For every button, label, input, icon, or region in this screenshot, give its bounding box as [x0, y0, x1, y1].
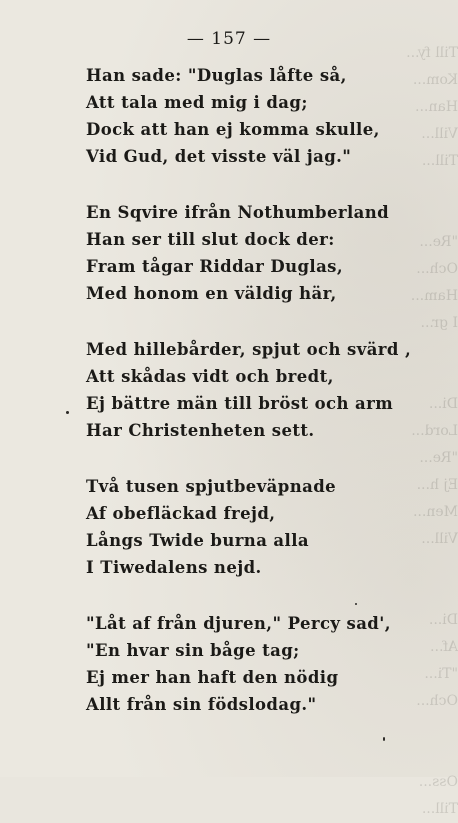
- verse-line: Att tala med mig i dag;: [86, 93, 308, 112]
- verse-line: Vid Gud, det visste väl jag.": [86, 147, 352, 166]
- verse-line: Att skådas vidt och bredt,: [86, 367, 334, 386]
- verse-line: Två tusen spjutbeväpnade: [86, 477, 337, 496]
- stanza: [86, 62, 411, 170]
- page-number: — 157 —: [186, 29, 272, 49]
- stanza: [86, 473, 411, 581]
- stanza: [86, 336, 411, 444]
- verse-line: Af obefläckad frejd,: [86, 504, 276, 523]
- verse-line: Långs Twide burna alla: [86, 531, 309, 550]
- poem-body: [86, 62, 411, 747]
- ink-speck: [355, 603, 357, 605]
- verse-line: Han ser till slut dock der:: [86, 230, 335, 249]
- verse-line: Fram tågar Riddar Duglas,: [86, 257, 344, 276]
- verse-line: Har Christenheten sett.: [86, 421, 315, 440]
- verse-line: I Tiwedalens nejd.: [86, 558, 262, 577]
- ink-speck: [383, 737, 385, 741]
- stanza: [86, 199, 411, 307]
- verse-line: Ej bättre män till bröst och arm: [86, 394, 394, 413]
- verse-line: En Sqvire ifrån Nothumberland: [86, 203, 390, 222]
- verse-line: Dock att han ej komma skulle,: [86, 120, 380, 139]
- ink-speck: [66, 411, 69, 414]
- verse-line: Ej mer han haft den nödig: [86, 668, 339, 687]
- verse-line: Med hillebårder, spjut och svärd ,: [86, 340, 412, 359]
- show-through-text: Till fy... Kom... Han... Vill... Till... "Re... Och... Ham... I gr... Di... Lord... "Re... Ej h... Men... Vill... Di... Af... "Ti... Och... Oss... Till...: [406, 45, 458, 817]
- verse-line: "En hvar sin båge tag;: [86, 641, 300, 660]
- verse-line: "Låt af från djuren," Percy sad',: [86, 614, 391, 633]
- verse-line: Med honom en väldig här,: [86, 284, 337, 303]
- verse-line: Han sade: "Duglas låfte så,: [86, 66, 347, 85]
- verse-line: Allt från sin födslodag.": [86, 695, 317, 714]
- stanza: [86, 610, 411, 718]
